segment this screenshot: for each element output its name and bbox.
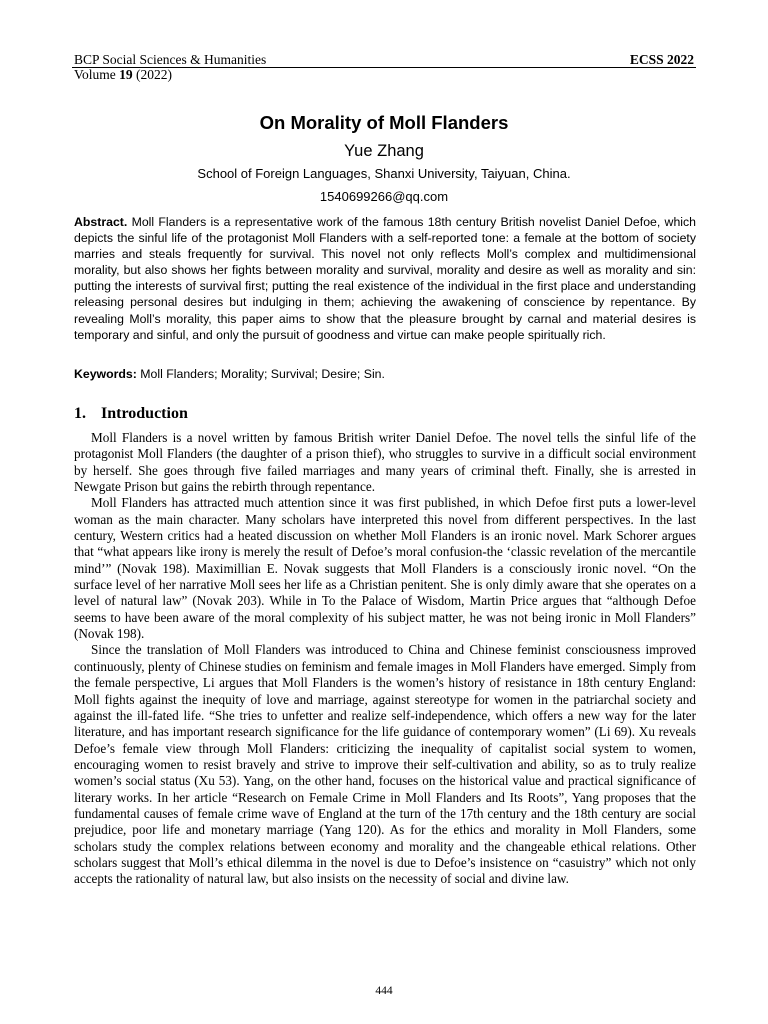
volume-year: (2022) xyxy=(132,67,173,82)
paragraph: Since the translation of Moll Flanders was introduced to China and Chinese feminist consciousness improved continuously, plenty of Chinese studies on feminism and female images in Moll Flanders have emerged. Simply from the female perspective, Li argues that Moll Flanders is the women’s history of resistance in 18th century England: Moll fights against the inequity of love and marriage, against stereotype for women in the patriarchal society and against the ill-fated life. “She tries to unfetter and realize self-independence, which offers a new way for the later literature, and has important research significance for the life guidance of contemporary women” (Li 69). Xu reveals Defoe’s female view through Moll Flanders: criticizing the inequality of capitalist social system to women, encouraging women to resist bravely and strive to improve their self-cultivation and ability, so as to truly realize women’s social status (Xu 53). Yang, on the other hand, focuses on the historical value and practical significance of literary works. In her article “Research on Female Crime in Moll Flanders and Its Roots”, Yang proposes that the fundamental causes of female crime wave of England at the turn of the 17th century and the 18th century are social prejudice, poor life and monetary marriage (Yang 120). As for the ethics and morality in Moll Flanders, some scholars study the complex relations between economy and morality and the changeable ethical relations. Other scholars suggest that Moll’s ethical dilemma in the novel is due to Defoe’s insistence on “casuistry” which not only accepts the rationality of natural law, but also insists on the necessity of social and divine law. xyxy=(74,642,696,887)
abstract-label: Abstract. xyxy=(74,215,128,229)
author-affiliation: School of Foreign Languages, Shanxi University, Taiyuan, China. xyxy=(197,166,571,181)
volume-number: 19 xyxy=(119,67,133,82)
volume-prefix: Volume xyxy=(74,67,120,82)
volume-line xyxy=(74,67,172,82)
paragraph: Moll Flanders has attracted much attention since it was first published, in which Defoe first puts a lower-level woman as the main character. Many scholars have interpreted this novel from different perspectives. In the last century, Western critics had a heated discussion on whether Moll Flanders is an ironic novel. Mark Schorer argues that “what appears like irony is merely the result of Defoe’s moral confusion-the ‘classic revelation of the mercantile mind’” (Novak 198). Maximillian E. Novak suggests that Moll Flanders is a consciously ironic novel. “On the surface level of her narrative Moll sees her life as a Christian penitent. She is only dimly aware that she operates on a level of natural law” (Novak 203). While in To the Palace of Wisdom, Martin Price argues that “although Defoe seems to have been aware of the moral complexity of his subject matter, he was not being ironic in Moll Flanders” (Novak 198). xyxy=(74,495,696,642)
keywords-label: Keywords: xyxy=(74,367,137,381)
section-heading xyxy=(74,404,188,424)
section-number: 1. xyxy=(74,405,86,422)
body-text xyxy=(74,430,696,888)
journal-name: BCP Social Sciences & Humanities xyxy=(74,52,267,67)
page-number: 444 xyxy=(375,985,393,997)
abstract xyxy=(74,214,696,343)
author-name: Yue Zhang xyxy=(344,142,424,160)
author-email: 1540699266@qq.com xyxy=(319,189,449,204)
paragraph: Moll Flanders is a novel written by famous British writer Daniel Defoe. The novel tells the sinful life of the protagonist Moll Flanders (the daughter of a prison thief), who struggles to survive in a difficult social environment by herself. She goes through five failed marriages and many years of criminal theft. Finally, she is arrested in Newgate Prison but gains the rebirth through repentance. xyxy=(74,430,696,495)
keywords-text: Moll Flanders; Morality; Survival; Desire; Sin. xyxy=(136,367,385,381)
abstract-text: Moll Flanders is a representative work of the famous 18th century British novelist Daniel Defoe, which depicts the sinful life of the protagonist Moll Flanders with a self-reported tone: a female at the bottom of society marries and steals frequently for survival. This novel not only reflects Moll’s complex and multidimensional morality, but also shows her fights between morality and survival, morality and desire as well as morality and sin: putting the interests of survival first; putting the real existence of the individual in the first place and understanding releasing personal desires but indulging in them; achieving the awakening of conscience by repentance. By revealing Moll’s morality, this paper aims to show that the pleasure brought by carnal and material desires is temporary and sinful, and only the pursuit of goodness and virtue can make people spiritually rich. xyxy=(74,215,696,342)
keywords xyxy=(74,366,696,382)
paper-title: On Morality of Moll Flanders xyxy=(259,112,509,133)
section-title: Introduction xyxy=(101,405,188,422)
conference-name: ECSS 2022 xyxy=(629,52,694,67)
